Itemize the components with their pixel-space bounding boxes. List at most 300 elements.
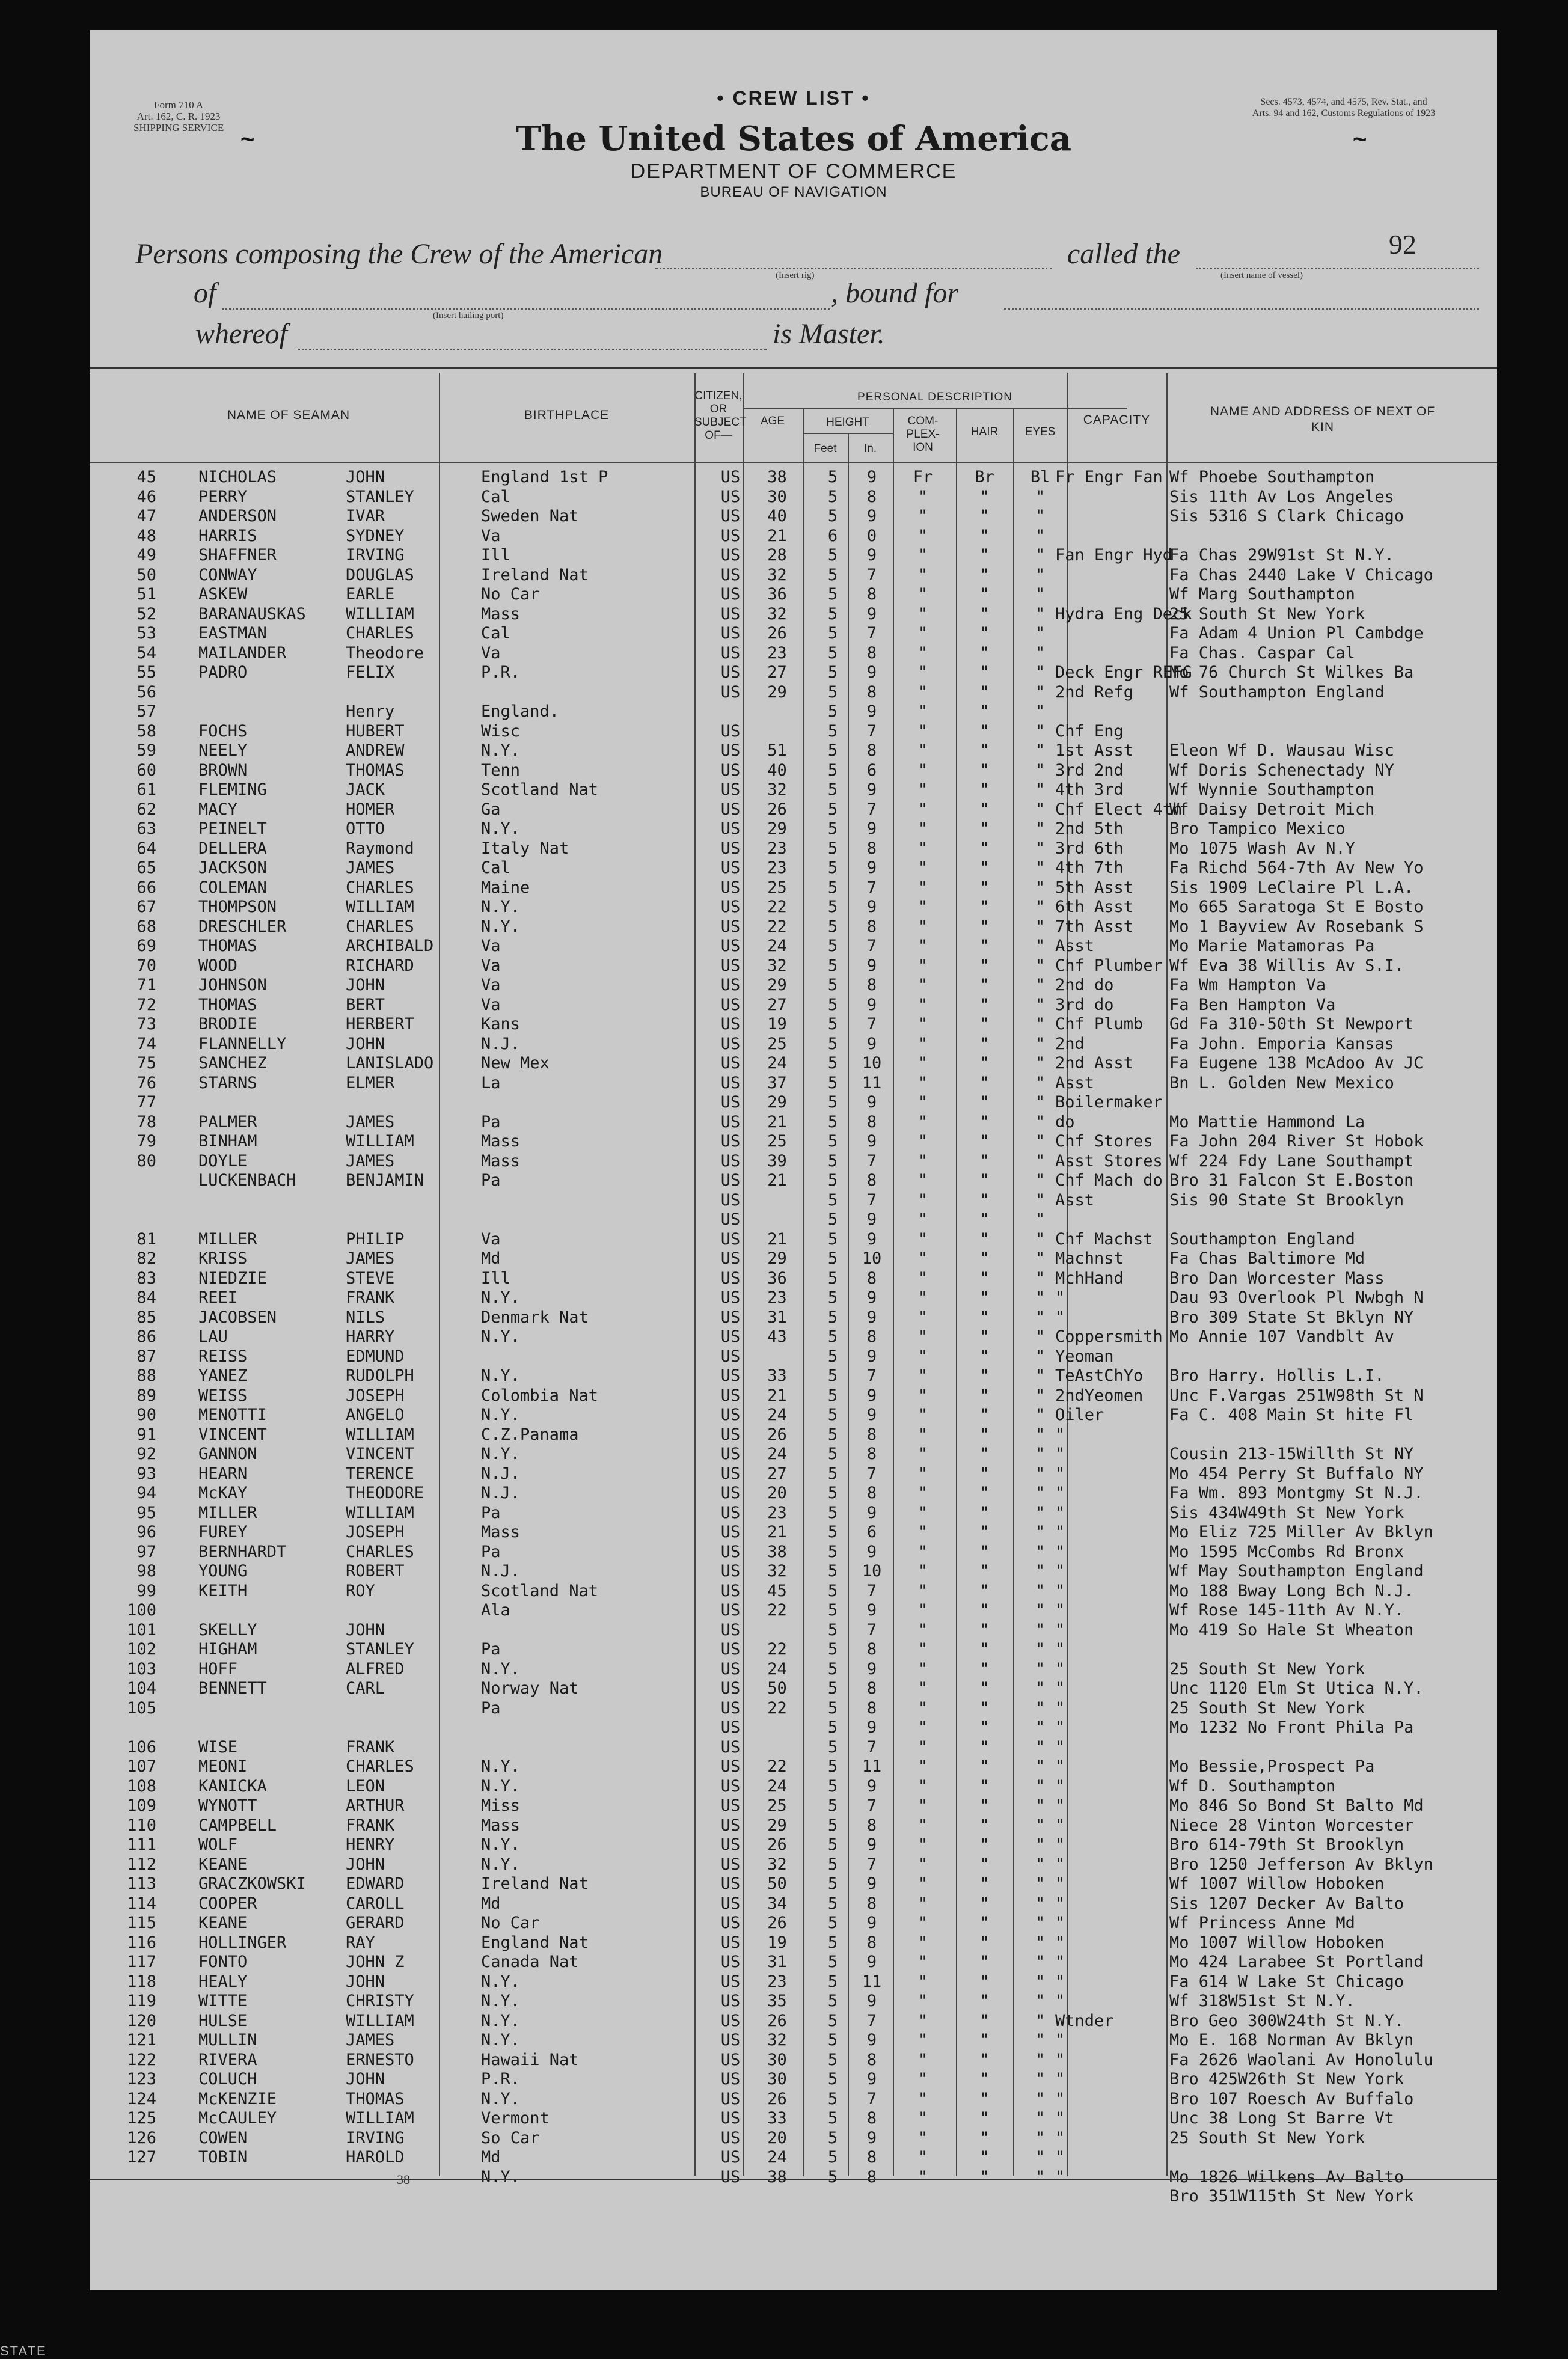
- height-feet: 5: [827, 1229, 838, 1249]
- height-inches: 9: [866, 956, 877, 975]
- next-of-kin: Wf 1007 Willow Hoboken: [1169, 1874, 1385, 1893]
- height-feet: 5: [827, 1151, 838, 1170]
- capacity: Asst Stores: [1055, 1151, 1163, 1170]
- height-feet: 5: [827, 1992, 838, 2010]
- age: 45: [767, 1581, 787, 1600]
- age: 20: [767, 1484, 787, 1502]
- seaman-surname: LAU: [198, 1327, 228, 1346]
- seaman-surname: THOMPSON: [198, 898, 277, 916]
- age: 22: [767, 898, 787, 916]
- complexion: ": [917, 819, 928, 838]
- height-feet: 5: [827, 2128, 838, 2147]
- seaman-given-name: CAROLL: [346, 1894, 405, 1913]
- hair: ": [979, 760, 990, 780]
- citizenship: US: [720, 546, 741, 565]
- birthplace: Va: [481, 937, 501, 955]
- seaman-given-name: THEODORE: [346, 1484, 424, 1502]
- table-row: [90, 2090, 1497, 2110]
- hair: ": [979, 1874, 990, 1893]
- seaman-given-name: RUDOLPH: [346, 1366, 414, 1385]
- birthplace: Miss: [481, 1796, 521, 1815]
- citizenship: US: [720, 1816, 741, 1835]
- seaman-surname: KEANE: [198, 1855, 248, 1874]
- birthplace: Va: [481, 995, 501, 1014]
- age: 34: [767, 1894, 787, 1913]
- citizenship: US: [720, 1464, 741, 1483]
- seaman-surname: PEINELT: [198, 819, 267, 838]
- row-number: 94: [136, 1484, 156, 1502]
- seaman-given-name: STEVE: [346, 1268, 395, 1288]
- complexion: ": [917, 1503, 928, 1522]
- complexion: Fr: [913, 468, 933, 486]
- complexion: ": [917, 1698, 928, 1718]
- next-of-kin: Sis 11th Av Los Angeles: [1169, 487, 1394, 506]
- age: 26: [767, 1914, 787, 1932]
- complexion: ": [917, 1464, 928, 1483]
- age: 38: [767, 1542, 787, 1561]
- next-of-kin: Sis 90 State St Brooklyn: [1169, 1190, 1404, 1210]
- citizenship: US: [720, 2128, 741, 2147]
- statute-ref-line: Secs. 4573, 4574, and 4575, Rev. Stat., and: [1260, 97, 1427, 107]
- table-row: [90, 585, 1497, 605]
- eyes: ": [1035, 2070, 1046, 2088]
- birthplace: N.J.: [481, 1562, 521, 1580]
- capacity: Wtnder: [1055, 2011, 1114, 2030]
- hair: ": [979, 624, 990, 643]
- age: 26: [767, 1835, 787, 1854]
- complexion: ": [917, 2148, 928, 2167]
- capacity: ": [1055, 1718, 1065, 1737]
- height-inches: 8: [866, 1484, 877, 1502]
- table-row: [90, 976, 1497, 996]
- height-feet: 5: [827, 682, 838, 702]
- capacity: ": [1055, 1894, 1065, 1913]
- form-ref-line: Form 710 A: [154, 99, 204, 111]
- age: 32: [767, 1855, 787, 1874]
- seaman-surname: CONWAY: [198, 565, 257, 584]
- seaman-surname: MILLER: [198, 1229, 257, 1249]
- complexion: ": [917, 1562, 928, 1580]
- height-inches: 0: [866, 526, 877, 545]
- height-inches: 8: [866, 2109, 877, 2128]
- complexion: ": [917, 1992, 928, 2010]
- table-row: [90, 1366, 1497, 1386]
- height-inches: 9: [866, 1992, 877, 2010]
- age: 24: [767, 1776, 787, 1796]
- citizenship: US: [720, 487, 741, 506]
- next-of-kin: Bro 614-79th St Brooklyn: [1169, 1835, 1404, 1854]
- capacity: ": [1055, 1542, 1065, 1561]
- table-row: [90, 1171, 1497, 1191]
- birthplace: Va: [481, 976, 501, 994]
- age: 20: [767, 2128, 787, 2147]
- height-feet: 5: [827, 1601, 838, 1620]
- capacity: ": [1055, 1679, 1065, 1698]
- table-row: [90, 1796, 1497, 1816]
- seaman-surname: HARRIS: [198, 526, 257, 545]
- birthplace: Mass: [481, 1132, 521, 1151]
- table-row: [90, 722, 1497, 742]
- height-feet: 5: [827, 1288, 838, 1307]
- complexion: ": [917, 1112, 928, 1131]
- birthplace: Mass: [481, 1151, 521, 1170]
- age: 38: [767, 468, 787, 486]
- citizenship: US: [720, 507, 741, 525]
- capacity: Asst: [1055, 937, 1095, 955]
- citizenship: US: [720, 624, 741, 643]
- birthplace: Colombia Nat: [481, 1386, 599, 1405]
- hair: ": [979, 2167, 990, 2186]
- seaman-surname: ANDERSON: [198, 507, 277, 525]
- height-feet: 5: [827, 1347, 838, 1366]
- age: 24: [767, 1445, 787, 1463]
- eyes: ": [1035, 1992, 1046, 2010]
- eyes: ": [1035, 1601, 1046, 1620]
- birthplace: Ireland Nat: [481, 565, 589, 584]
- birthplace: Pa: [481, 1112, 501, 1131]
- hair: ": [979, 1659, 990, 1678]
- eyes: ": [1035, 1366, 1046, 1385]
- seaman-given-name: ROY: [346, 1581, 375, 1600]
- height-inches: 7: [866, 1190, 877, 1210]
- seaman-given-name: CARL: [346, 1679, 385, 1698]
- age: 29: [767, 1249, 787, 1268]
- capacity: ": [1055, 1308, 1065, 1327]
- complexion: ": [917, 858, 928, 877]
- citizenship: US: [720, 1874, 741, 1893]
- capacity: Fan Engr Hyd: [1055, 546, 1173, 565]
- height-feet: 5: [827, 1640, 838, 1659]
- citizenship: US: [720, 1503, 741, 1522]
- citizenship: US: [720, 741, 741, 760]
- complexion: ": [917, 643, 928, 662]
- seaman-given-name: RAY: [346, 1933, 375, 1952]
- hair: ": [979, 1776, 990, 1796]
- eyes: ": [1035, 1542, 1046, 1561]
- eyes: ": [1035, 1015, 1046, 1033]
- next-of-kin: Bro 309 State St Bklyn NY: [1169, 1308, 1414, 1327]
- age: 40: [767, 507, 787, 525]
- birthplace: N.Y.: [481, 2011, 521, 2030]
- citizenship: US: [720, 1015, 741, 1033]
- seaman-given-name: JAMES: [346, 858, 395, 877]
- complexion: ": [917, 585, 928, 604]
- next-of-kin: Mo 419 So Hale St Wheaton: [1169, 1620, 1414, 1639]
- capacity: ": [1055, 2148, 1065, 2167]
- next-of-kin: Mo E. 168 Norman Av Bklyn: [1169, 2031, 1414, 2049]
- hair: ": [979, 565, 990, 584]
- row-number: 69: [136, 937, 156, 955]
- eyes: ": [1035, 1249, 1046, 1268]
- hair: ": [979, 1171, 990, 1190]
- height-inches: 7: [866, 2089, 877, 2108]
- capacity: Asst: [1055, 1190, 1095, 1210]
- row-number: 114: [127, 1894, 156, 1913]
- citizenship: US: [720, 1210, 741, 1229]
- height-feet: 5: [827, 1894, 838, 1913]
- capacity: ": [1055, 2128, 1065, 2147]
- age: 21: [767, 1229, 787, 1249]
- complexion: ": [917, 507, 928, 525]
- next-of-kin: Gd Fa 310-50th St Newport: [1169, 1015, 1414, 1033]
- table-row: [90, 2168, 1497, 2188]
- age: 23: [767, 1288, 787, 1307]
- next-of-kin: 25 South St New York: [1169, 1659, 1365, 1678]
- age: 26: [767, 2089, 787, 2108]
- age: 21: [767, 1386, 787, 1405]
- hair: ": [979, 2050, 990, 2069]
- seaman-given-name: WILLIAM: [346, 604, 414, 623]
- height-inches: 9: [866, 2070, 877, 2088]
- complexion: ": [917, 1034, 928, 1053]
- row-number: 107: [127, 1757, 156, 1776]
- citizenship: US: [720, 1914, 741, 1932]
- table-row: [90, 1835, 1497, 1855]
- next-of-kin: Fa 614 W Lake St Chicago: [1169, 1972, 1404, 1991]
- row-number: 85: [136, 1308, 156, 1327]
- citizenship: US: [720, 1601, 741, 1620]
- row-number: 49: [136, 546, 156, 565]
- hair: ": [979, 839, 990, 858]
- capacity: 4th 7th: [1055, 858, 1124, 877]
- age: 26: [767, 624, 787, 643]
- seaman-surname: BARANAUSKAS: [198, 604, 306, 623]
- next-of-kin: Fa Richd 564-7th Av New Yo: [1169, 858, 1424, 877]
- row-number: 56: [136, 682, 156, 702]
- seaman-given-name: WILLIAM: [346, 1425, 414, 1444]
- citizenship: US: [720, 1640, 741, 1659]
- row-number: 127: [127, 2148, 156, 2167]
- table-row: [90, 1816, 1497, 1836]
- birthplace: Cal: [481, 487, 510, 506]
- table-row: [90, 468, 1497, 488]
- next-of-kin: Mo Marie Matamoras Pa: [1169, 937, 1375, 955]
- table-row: [90, 1327, 1497, 1347]
- complexion: ": [917, 1737, 928, 1757]
- age: 37: [767, 1073, 787, 1092]
- height-feet: 5: [827, 917, 838, 936]
- hair: ": [979, 1112, 990, 1131]
- birthplace: La: [481, 1073, 501, 1092]
- citizenship: US: [720, 819, 741, 838]
- table-row: [90, 1249, 1497, 1269]
- hair: ": [979, 1366, 990, 1385]
- eyes: ": [1035, 1776, 1046, 1796]
- birthplace: No Car: [481, 585, 540, 604]
- hair: ": [979, 1698, 990, 1718]
- hair: ": [979, 858, 990, 877]
- age: 21: [767, 1171, 787, 1190]
- seaman-given-name: WILLIAM: [346, 2109, 414, 2128]
- eyes: Bl: [1030, 468, 1050, 486]
- seaman-surname: FONTO: [198, 1953, 248, 1971]
- row-number: 116: [127, 1933, 156, 1952]
- birthplace: N.Y.: [481, 2089, 521, 2108]
- seaman-surname: HOLLINGER: [198, 1933, 287, 1952]
- complexion: ": [917, 976, 928, 994]
- height-feet: 5: [827, 1659, 838, 1678]
- seaman-surname: STARNS: [198, 1073, 257, 1092]
- col-header-eyes: EYES: [1024, 426, 1056, 438]
- eyes: ": [1035, 1737, 1046, 1757]
- next-of-kin: Bro 425W26th St New York: [1169, 2070, 1404, 2088]
- seaman-given-name: WILLIAM: [346, 1132, 414, 1151]
- page-number: 92: [1389, 229, 1416, 260]
- row-number: 64: [136, 839, 156, 858]
- height-feet: 5: [827, 1542, 838, 1561]
- next-of-kin: Fa John 204 River St Hobok: [1169, 1132, 1424, 1151]
- height-inches: 8: [866, 1894, 877, 1913]
- seaman-surname: BINHAM: [198, 1132, 257, 1151]
- hair: ": [979, 878, 990, 897]
- height-inches: 9: [866, 2128, 877, 2147]
- eyes: ": [1035, 956, 1046, 975]
- citizenship: US: [720, 1112, 741, 1131]
- table-row: [90, 780, 1497, 800]
- age: 24: [767, 1659, 787, 1678]
- height-inches: 7: [866, 565, 877, 584]
- seaman-surname: VINCENT: [198, 1425, 267, 1444]
- eyes: ": [1035, 1679, 1046, 1698]
- seaman-given-name: LANISLADO: [346, 1054, 434, 1072]
- height-feet: 5: [827, 741, 838, 760]
- age: 29: [767, 1093, 787, 1112]
- next-of-kin: Unc 38 Long St Barre Vt: [1169, 2109, 1394, 2128]
- complexion: ": [917, 1874, 928, 1893]
- seaman-surname: MENOTTI: [198, 1406, 267, 1424]
- height-inches: 9: [866, 1914, 877, 1932]
- birthplace: So Car: [481, 2128, 540, 2147]
- next-of-kin: Wf Southampton England: [1169, 682, 1385, 702]
- eyes: ": [1035, 898, 1046, 916]
- eyes: ": [1035, 1288, 1046, 1307]
- next-of-kin: Eleon Wf D. Wausau Wisc: [1169, 741, 1394, 760]
- birthplace: N.Y.: [481, 1776, 521, 1796]
- row-number: 84: [136, 1288, 156, 1307]
- eyes: ": [1035, 1796, 1046, 1815]
- height-feet: 5: [827, 1464, 838, 1483]
- height-inches: 9: [866, 1874, 877, 1893]
- height-inches: 11: [862, 1972, 882, 1991]
- table-row: [90, 1152, 1497, 1172]
- seaman-given-name: ELMER: [346, 1073, 395, 1092]
- citizenship: US: [720, 1737, 741, 1757]
- table-row: [90, 1191, 1497, 1211]
- hair: ": [979, 1132, 990, 1151]
- seaman-surname: FLANNELLY: [198, 1034, 287, 1053]
- height-inches: 9: [866, 898, 877, 916]
- complexion: ": [917, 1972, 928, 1991]
- height-feet: 5: [827, 2167, 838, 2186]
- table-row: [90, 1035, 1497, 1054]
- row-number: 104: [127, 1679, 156, 1698]
- seaman-given-name: CHARLES: [346, 878, 414, 897]
- table-row: [90, 819, 1497, 839]
- height-inches: 9: [866, 1601, 877, 1620]
- height-feet: 5: [827, 1581, 838, 1600]
- row-number: 124: [127, 2089, 156, 2108]
- height-inches: 8: [866, 1679, 877, 1698]
- eyes: ": [1035, 643, 1046, 662]
- birthplace: Pa: [481, 1542, 501, 1561]
- seaman-given-name: ANDREW: [346, 741, 405, 760]
- complexion: ": [917, 1386, 928, 1405]
- complexion: ": [917, 2050, 928, 2069]
- hair: ": [979, 1151, 990, 1170]
- birthplace: Pa: [481, 1503, 501, 1522]
- hair: ": [979, 2109, 990, 2128]
- citizenship: US: [720, 800, 741, 819]
- height-inches: 9: [866, 1835, 877, 1854]
- seaman-surname: SHAFFNER: [198, 546, 277, 565]
- eyes: ": [1035, 721, 1046, 741]
- birthplace: Mass: [481, 604, 521, 623]
- seaman-surname: GRACZKOWSKI: [198, 1874, 306, 1893]
- seaman-given-name: JOSEPH: [346, 1386, 405, 1405]
- eyes: ": [1035, 2109, 1046, 2128]
- seaman-given-name: RICHARD: [346, 956, 414, 975]
- table-row: [90, 1113, 1497, 1133]
- age: 25: [767, 1796, 787, 1815]
- table-row: [90, 2031, 1497, 2051]
- hair: ": [979, 976, 990, 994]
- complexion: ": [917, 1347, 928, 1366]
- next-of-kin: Bn L. Golden New Mexico: [1169, 1073, 1394, 1092]
- vessel-line-label: Persons composing the Crew of the American: [135, 238, 663, 270]
- table-row: [90, 1543, 1497, 1562]
- seaman-surname: WITTE: [198, 1992, 248, 2010]
- hair: ": [979, 2011, 990, 2030]
- birthplace: N.Y.: [481, 1406, 521, 1424]
- seaman-given-name: CHARLES: [346, 1542, 414, 1561]
- capacity: ": [1055, 1855, 1065, 1874]
- capacity: ": [1055, 1288, 1065, 1307]
- next-of-kin: Cousin 213-15Willth St NY: [1169, 1445, 1414, 1463]
- seaman-given-name: OTTO: [346, 819, 385, 838]
- capacity: Machnst: [1055, 1249, 1124, 1268]
- row-number: 125: [127, 2109, 156, 2128]
- citizenship: US: [720, 1073, 741, 1092]
- age: 30: [767, 487, 787, 506]
- seaman-given-name: PHILIP: [346, 1229, 405, 1249]
- next-of-kin: Wf May Southampton England: [1169, 1562, 1424, 1580]
- citizenship: US: [720, 1171, 741, 1190]
- age: 32: [767, 565, 787, 584]
- table-row: [90, 1230, 1497, 1250]
- seaman-surname: DOYLE: [198, 1151, 248, 1170]
- age: 23: [767, 1972, 787, 1991]
- seaman-given-name: JOHN: [346, 2070, 385, 2088]
- capacity: Boilermaker: [1055, 1093, 1163, 1112]
- height-feet: 5: [827, 1796, 838, 1815]
- seaman-given-name: JAMES: [346, 1112, 395, 1131]
- citizenship: US: [720, 1718, 741, 1737]
- seaman-given-name: ANGELO: [346, 1406, 405, 1424]
- hair: ": [979, 1386, 990, 1405]
- complexion: ": [917, 1171, 928, 1190]
- height-feet: 5: [827, 1776, 838, 1796]
- height-inches: 7: [866, 1015, 877, 1033]
- seaman-given-name: BERT: [346, 995, 385, 1014]
- next-of-kin: Mo Mattie Hammond La: [1169, 1112, 1365, 1131]
- eyes: ": [1035, 1034, 1046, 1053]
- citizenship: US: [720, 1034, 741, 1053]
- table-row: [90, 1504, 1497, 1523]
- complexion: ": [917, 487, 928, 506]
- seaman-surname: PERRY: [198, 487, 248, 506]
- capacity: 1st Asst: [1055, 741, 1134, 760]
- seaman-surname: MAILANDER: [198, 643, 287, 662]
